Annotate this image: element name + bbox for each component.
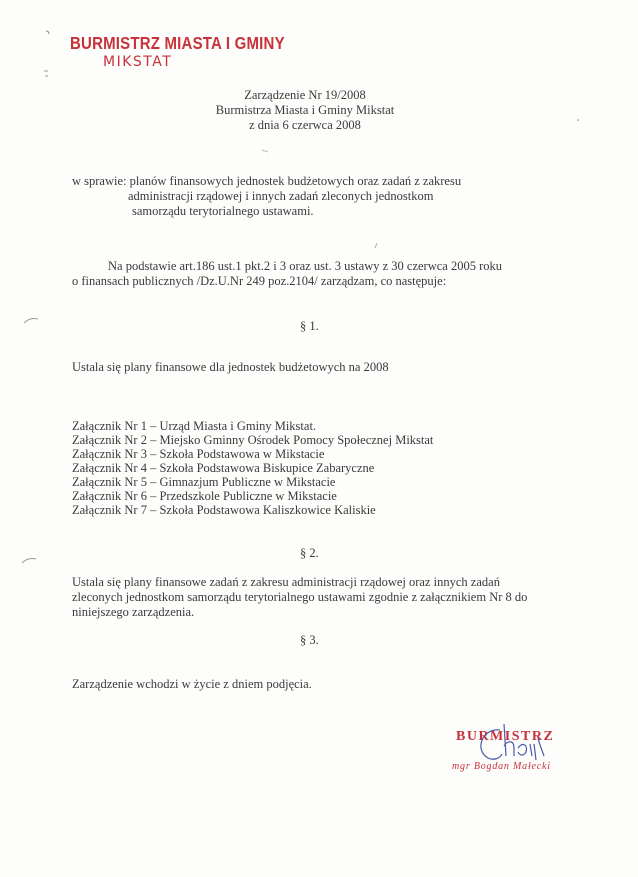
scan-mark [46,31,49,34]
section2-line3: niniejszego zarządzenia. [72,605,195,619]
section1-heading: § 1. [300,319,319,333]
attachment-item: Załącznik Nr 1 – Urząd Miasta i Gminy Mikstat. [72,419,317,433]
punch-hole-mark [22,559,36,564]
subject-line2: administracji rządowej i innych zadań zleconych jednostkom [128,189,434,203]
signature-name: mgr Bogdan Małecki [452,761,551,772]
scan-mark [577,119,579,121]
signature-stamp-title: BURMISTRZ [456,729,555,744]
attachment-item: Załącznik Nr 5 – Gimnazjum Publiczne w Mikstacie [72,475,336,489]
section2-line2: zleconych jednostkom samorządu terytorialnego ustawami zgodnie z załącznikiem Nr 8 do [72,590,528,604]
attachment-item: Załącznik Nr 7 – Szkoła Podstawowa Kaliszkowice Kaliskie [72,503,376,517]
subject-line3: samorządu terytorialnego ustawami. [132,204,314,218]
header-stamp-line2: MIKSTAT [103,54,173,70]
subject-line1: w sprawie: planów finansowych jednostek budżetowych oraz zadań z zakresu [72,174,462,188]
section3-text: Zarządzenie wchodzi w życie z dniem podjęcia. [72,677,312,691]
header-stamp-line1: BURMISTRZ MIASTA I GMINY [70,34,285,54]
preamble-line2: o finansach publicznych /Dz.U.Nr 249 poz.2104/ zarządzam, co następuje: [72,274,447,288]
section2-heading: § 2. [300,546,319,560]
attachment-item: Załącznik Nr 2 – Miejsko Gminny Ośrodek Pomocy Społecznej Mikstat [72,433,434,447]
title-line1: Zarządzenie Nr 19/2008 [244,88,366,102]
attachment-item: Załącznik Nr 4 – Szkoła Podstawowa Biskupice Zabaryczne [72,461,375,475]
section1-text: Ustala się plany finansowe dla jednostek budżetowych na 2008 [72,360,389,374]
scan-mark [375,243,377,248]
title-line2: Burmistrza Miasta i Gminy Mikstat [215,103,395,117]
section2-line1: Ustala się plany finansowe zadań z zakresu administracji rządowej oraz innych zadań [72,575,500,589]
section3-heading: § 3. [300,633,319,647]
title-line3: z dnia 6 czerwca 2008 [249,118,361,132]
attachment-item: Załącznik Nr 3 – Szkoła Podstawowa w Mikstacie [72,447,325,461]
scan-mark [262,150,268,152]
punch-hole-mark [24,319,38,324]
preamble-line1: Na podstawie art.186 ust.1 pkt.2 i 3 oraz ust. 3 ustawy z 30 czerwca 2005 roku [108,259,503,273]
attachment-item: Załącznik Nr 6 – Przedszkole Publiczne w Mikstacie [72,489,337,503]
signature-stroke [481,724,544,760]
